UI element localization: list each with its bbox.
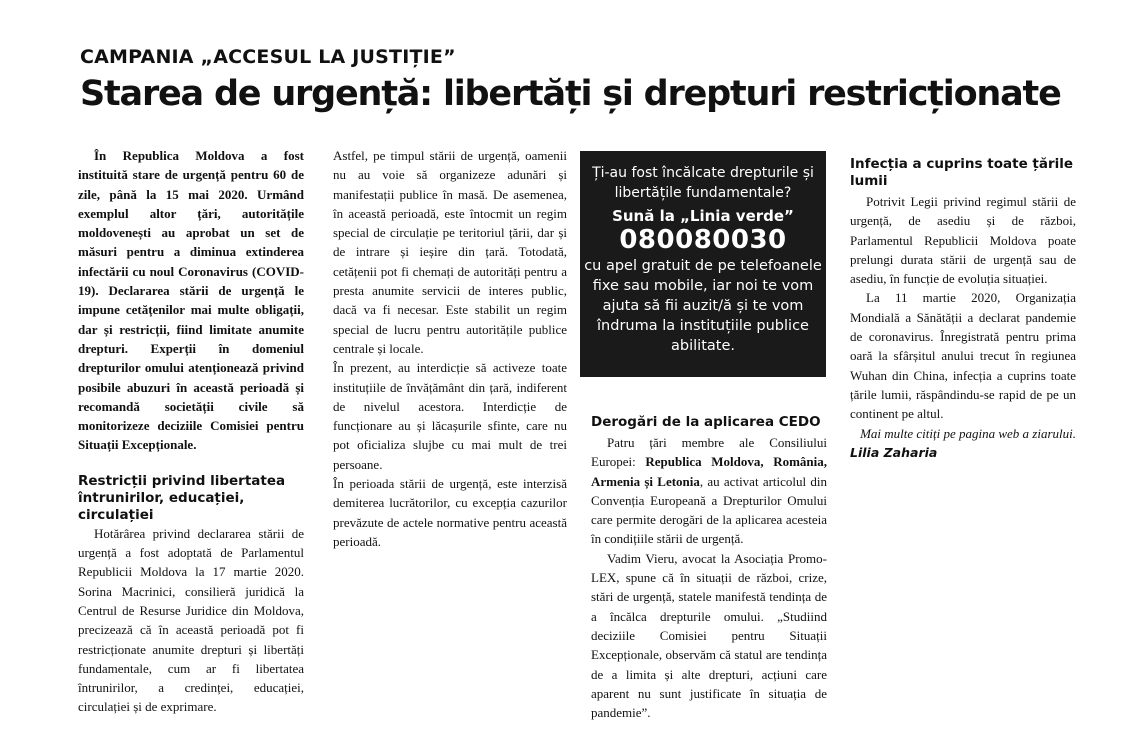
paragraph-derogations	[591, 433, 827, 549]
paragraph-adoption	[78, 524, 304, 717]
paragraph-vieru: Vadim Vieru, avocat la Asociația Promo-LEX, spune că în situații de război, crize, stări de urgență, statele manifestă tendința de a încălca drepturile omului. „Studiind deciziile Comisiei pentru Situații Excepționale, observăm că statul are tendința de a limita și alte drepturi, acțiuni care aparent nu sunt justificate în situația de pandemie”.	[591, 550, 827, 721]
section-heading-cedo: Derogări de la aplicarea CEDO	[591, 414, 821, 430]
article-lead: În Republica Moldova a fost instituită stare de urgență pentru 60 de zile, până la 15 mai 2020. Urmând exemplul altor țări, autoritățile moldovenești au aprobat un set de măsuri pentru a diminua extinderea infectării cu noul Coronavirus (COVID-19). Declararea stării de urgență le impune cetățenilor mai multe obligații, dar și restricții, fiind limitate anumite drepturi. Experții în domeniul drepturilor omului atenționează privind posibile abuzuri în această perioadă și recomandă societății civile să monitorizeze deciziile Comisiei pentru Situații Excepționale.	[78, 148, 304, 453]
column-2	[333, 146, 567, 551]
section-heading-pandemic: Infecția a cuprins toate țările lumii	[850, 156, 1074, 189]
section-heading-restrictions: Restricții privind libertatea întrunirilor, educației, circulației	[78, 472, 286, 523]
column-4	[850, 146, 1076, 462]
paragraph-adoption-text: Hotărârea privind declararea stării de urgență a fost adoptată de Parlamentul Republicii Moldova la 17 martie 2020. Sorina Macrinici, consilieră juridică la Centrul de Resurse Juridice din Moldova, precizează că în această perioadă pot fi restricționate anumite drepturi și libertăți fundamentale, cum ar fi libertatea întrunirilor, a credinței, educației, circulației și de exprimare.	[78, 525, 304, 715]
callout-call: Sună la „Linia verde”	[612, 207, 794, 225]
paragraph-workers: În perioada stării de urgență, este interzisă demiterea lucrătorilor, cu excepția cazurilor prevăzute de actele normative pentru această perioadă.	[333, 476, 567, 549]
hotline-callout	[580, 151, 826, 377]
hotline-number: 080080030	[619, 225, 787, 255]
more-info-note: Mai multe citiți pe pagina web a ziarului.	[860, 425, 1076, 441]
callout-question: Ți-au fost încălcate drepturile și libertățile fundamentale?	[592, 165, 814, 201]
paragraph-oms: La 11 martie 2020, Organizația Mondială a Sănătății a declarat pandemie de coronavirus. Înregistrată pentru prima oară la sfârșitul anului trecut în regiunea Wuhan din China, infecția a cuprins toate țările lumii, răspândindu-se rapid de pe un continent pe altul.	[850, 290, 1076, 422]
callout-info: cu apel gratuit de pe telefoanele fixe sau mobile, iar noi te vom ajuta să fii auzit/ă și te vom îndruma la instituțiile publice abilitate.	[584, 258, 822, 354]
paragraph-restrictions: Astfel, pe timpul stării de urgență, oamenii nu au voie să organizeze adunări și manifestații publice în masă. De asemenea, în această perioadă, este întocmit un regim special de circulație pe teritoriul țării, dar și de intrare și ieșire din țară. Totodată, cetățenii pot fi chemați de autorități pentru a presta anumite servicii de interes public, dacă va fi necesar. Este stabilit un regim special de lucru pentru autoritățile publice centrale și locale.	[333, 148, 567, 356]
derogations-text-after: , au activat articolul din Convenția Europeană a Drepturilor Omului care permite derogări de la aplicarea acesteia în condițiile stării de urgență.	[591, 473, 827, 547]
paragraph-institutions: În prezent, au interdicție să activeze toate instituțiile de învățământ din țară, indiferent de nivelul acestora. Interdicție de funcționare au și lăcașurile sfinte, care nu pot oficializa slujbe cu mai mult de trei persoane.	[333, 360, 567, 472]
article-headline: Starea de urgență: libertăți și drepturi restricționate	[80, 74, 1061, 114]
campaign-kicker: CAMPANIA „ACCESUL LA JUSTIȚIE”	[80, 46, 456, 68]
column-1	[78, 146, 304, 717]
derogations-countries: Republica Moldova, România, Armenia și Letonia	[591, 454, 828, 489]
derogations-text-before: Patru țări membre ale Consiliului Europei:	[591, 435, 827, 470]
author-byline: Lilia Zaharia	[850, 444, 938, 460]
paragraph-law: Potrivit Legii privind regimul stării de urgență, de asediu și de război, Parlamentul Republicii Moldova poate prelungi durata stării de urgență sau de asediu, în funcție de evoluția situației.	[850, 194, 1076, 287]
column-3	[591, 414, 827, 722]
